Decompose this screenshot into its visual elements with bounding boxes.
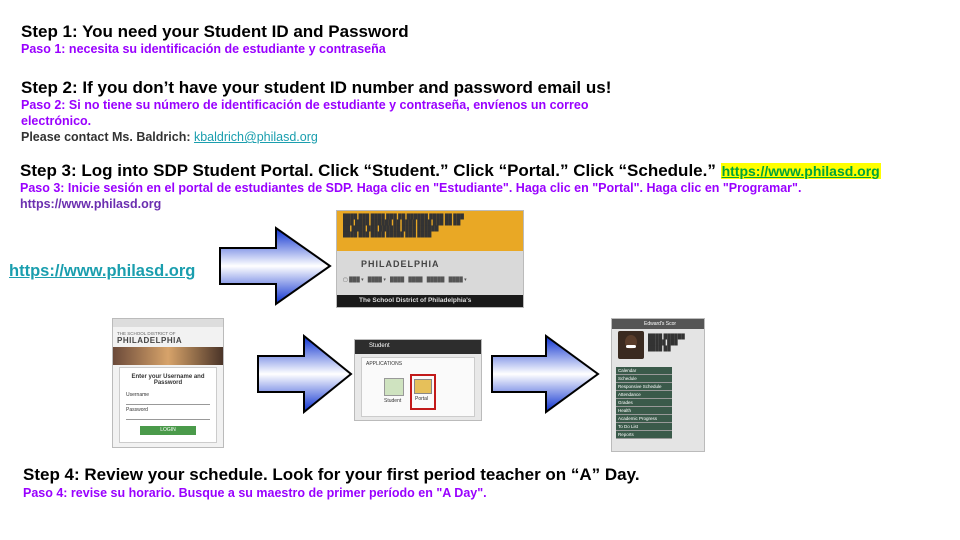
login-button[interactable]: LOGIN — [140, 426, 196, 435]
contact-email-link[interactable]: kbaldrich@philasd.org — [193, 130, 318, 144]
site-header: PHILADELPHIA ▢ ███ ▾ ████ ▾ ████ ████ █████ ████ ▾ — [337, 251, 523, 295]
portal-screenshot — [354, 339, 482, 421]
menu-item[interactable]: Reports — [616, 431, 672, 439]
student-photo — [618, 331, 644, 359]
step4-spanish: Paso 4: revise su horario. Busque a su maestro de primer período en "A Day". — [23, 486, 487, 500]
step3-title-row — [20, 161, 881, 181]
step2-title: Step 2: If you don’t have your student ID number and password email us! — [21, 78, 612, 97]
username-field[interactable] — [126, 399, 210, 405]
portal-app-icon — [414, 379, 432, 394]
menu-item[interactable]: Schedule — [616, 375, 672, 383]
step3-spanish-url: https://www.philasd.org — [20, 197, 162, 211]
schedule-menu — [616, 367, 672, 439]
menu-item[interactable]: Health — [616, 407, 672, 415]
step2-spanish-line1: Paso 2: Si no tiene su número de identificación de estudiante y contraseña, envíenos un correo — [21, 98, 589, 112]
menu-item[interactable]: Academic Progress — [616, 415, 672, 423]
password-field[interactable] — [126, 414, 210, 420]
applications-heading: APPLICATIONS — [366, 361, 403, 367]
step3-highlight-link[interactable]: https://www.philasd.org — [721, 163, 880, 179]
step4-title: Step 4: Review your schedule. Look for your first period teacher on “A” Day. — [23, 465, 640, 484]
homepage-logo: PHILADELPHIA — [361, 259, 440, 269]
student-app-label: Student — [384, 398, 402, 404]
portal-app-label: Portal — [415, 396, 429, 402]
step1-spanish: Paso 1: necesita su identificación de estudiante y contraseña — [21, 42, 386, 56]
students-photo — [113, 347, 223, 365]
right-arrow-icon — [218, 226, 334, 306]
username-label: Username — [126, 392, 150, 398]
step3-title: Step 3: Log into SDP Student Portal. Click “Student.” Click “Portal.” Click “Schedule.” — [20, 161, 716, 180]
login-logo: PHILADELPHIA — [117, 336, 183, 345]
homepage-screenshot — [336, 210, 524, 308]
announcement-banner: ████ ███ ████ ███ ██ ██████ ████ ██ ███ ███ ████ ██████ ██ ████ ████ ███ ██ ██ ██ ████ ███ ██████ ████ ██████ ████ ███ ████ █████ ███ ████ — [337, 211, 523, 251]
menu-item[interactable]: Grades — [616, 399, 672, 407]
right-arrow-icon — [256, 334, 354, 414]
step1-title: Step 1: You need your Student ID and Password — [21, 22, 409, 41]
contact-line — [21, 130, 318, 144]
login-prompt: Enter your Username and Password — [131, 374, 205, 386]
student-app-icon[interactable] — [384, 378, 404, 396]
portal-student-menu[interactable]: Student — [369, 343, 390, 349]
login-screenshot — [112, 318, 224, 448]
homepage-banner-text: The School District of Philadelphia's — [359, 297, 472, 304]
login-logo-top: THE SCHOOL DISTRICT OF — [117, 331, 176, 336]
menu-item[interactable]: Attendance — [616, 391, 672, 399]
menu-item[interactable]: Calendar — [616, 367, 672, 375]
menu-item[interactable]: To Do List — [616, 423, 672, 431]
right-arrow-icon — [490, 334, 602, 414]
side-philasd-link[interactable]: https://www.philasd.org — [9, 262, 196, 280]
login-card — [119, 367, 217, 443]
schedule-screenshot: Edward's Scor ████ ██████ █████ ███ ████ ██ Calendar Schedule Responsive Schedule Attendance Grades Health Academic Progress To Do List Reports — [611, 318, 705, 452]
password-label: Password — [126, 407, 148, 413]
portal-app-highlight[interactable] — [410, 374, 436, 410]
schedule-header: Edward's Scor — [644, 321, 677, 327]
contact-label: Please contact Ms. Baldrich: — [21, 130, 194, 144]
step2-spanish-line2: electrónico. — [21, 114, 92, 128]
step3-spanish: Paso 3: Inicie sesión en el portal de estudiantes de SDP. Haga clic en "Estudiante". Haga clic en "Portal". Haga clic en "Programar". — [20, 181, 802, 195]
menu-item[interactable]: Responsive Schedule — [616, 383, 672, 391]
